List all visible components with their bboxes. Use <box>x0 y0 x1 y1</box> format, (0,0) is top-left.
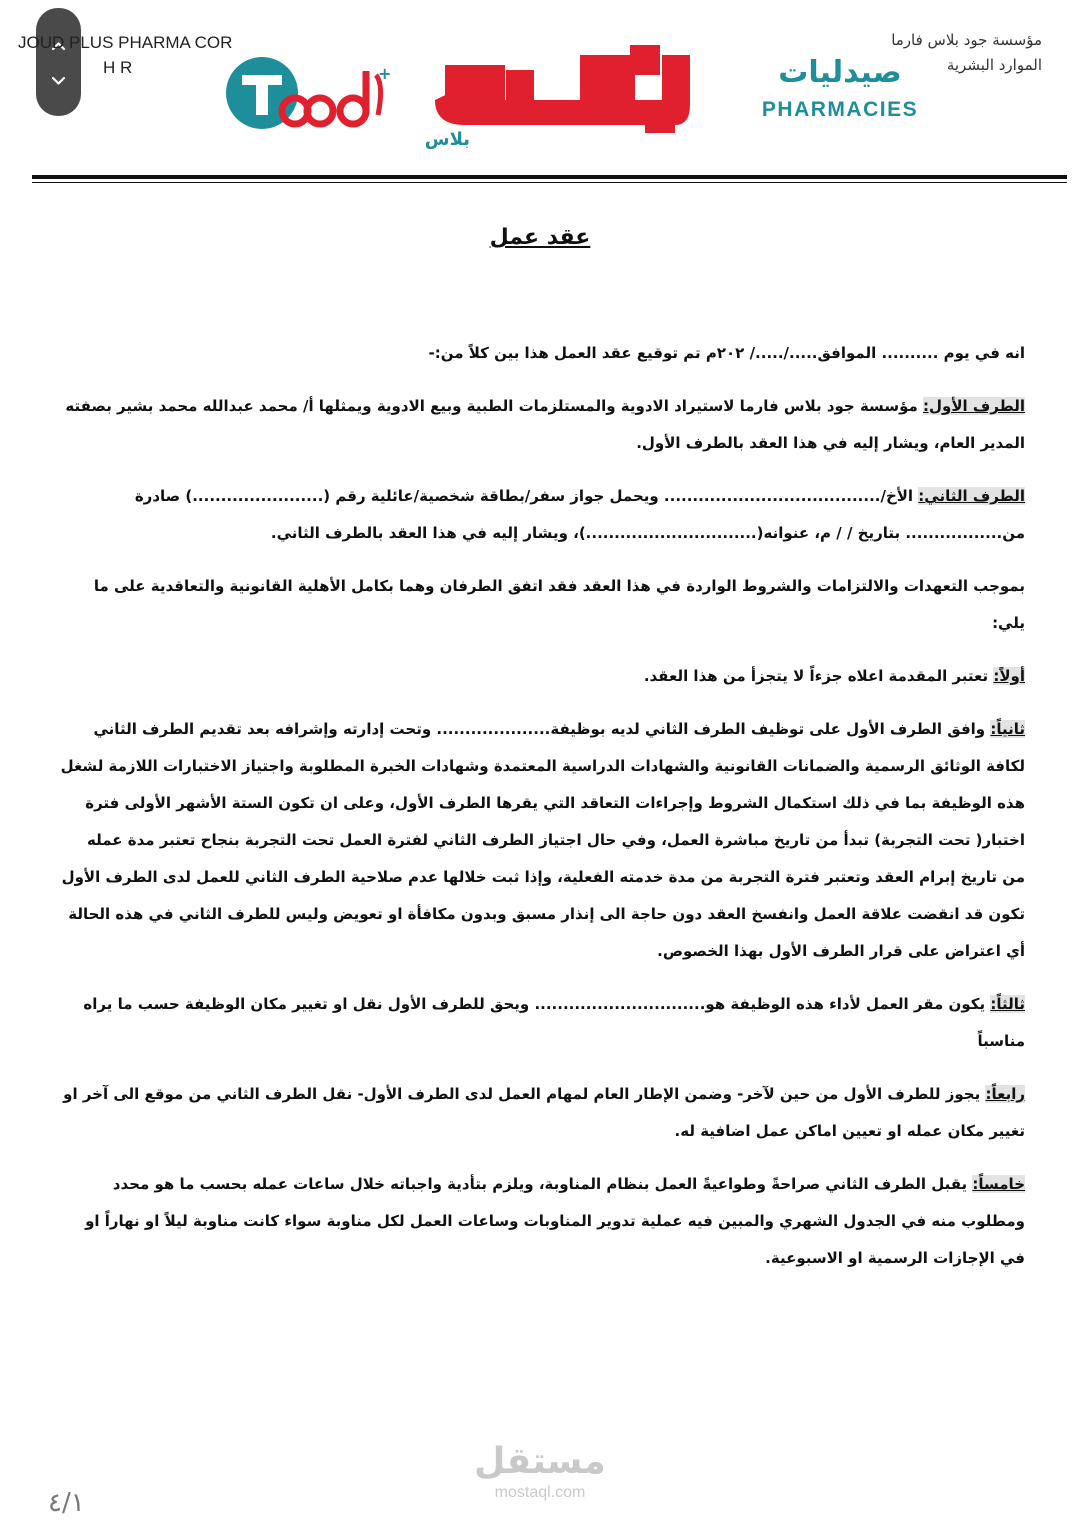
header-divider-thin <box>32 182 1067 183</box>
party-two-label: الطرف الثاني: <box>918 487 1025 505</box>
joud-icon-logo <box>220 45 390 140</box>
pharmacies-logo <box>755 55 925 145</box>
header-divider-thick <box>32 175 1067 179</box>
party-one-label: الطرف الأول: <box>922 397 1025 415</box>
party-two-text: الأخ/...................................... ويحمل جواز سفر/بطاقة شخصية/عائلية رقم (.......................) صادرة من................. بتاريخ / / م، عنوانه(..............................)، ويشار إليه في هذا العقد بالطرف الثاني. <box>134 487 1025 542</box>
clause-4-text: يجوز للطرف الأول من حين لآخر- وضمن الإطار العام لمهام العمل لدى الطرف الأول- نقل الطرف الثاني من موقع الى آخر او تغيير مكان عمله او تعيين اماكن عمل اضافية له. <box>63 1085 1025 1140</box>
contract-body <box>60 335 1025 1293</box>
document-title: عقد عمل <box>489 225 591 250</box>
clause-1-label: أولاً: <box>993 667 1025 685</box>
company-name-en: JOUD PLUS PHARMA COR <box>18 33 233 52</box>
pharmacies-en: PHARMACIES <box>761 98 919 121</box>
agreement-paragraph: بموجب التعهدات والالتزامات والشروط الواردة في هذا العقد فقد اتفق الطرفان وهما بكامل الأهلية القانونية والتعاقدية على ما يلي: <box>93 577 1025 632</box>
clause-4 <box>60 1076 1025 1150</box>
clause-4-label: رابعاً: <box>985 1085 1025 1103</box>
clause-5-label: خامساً: <box>972 1175 1025 1193</box>
clause-1-text: تعتبر المقدمة اعلاه جزءاً لا يتجزأ من هذا العقد. <box>643 667 994 685</box>
clause-3-text: يكون مقر العمل لأداء هذه الوظيفة هو.............................. ويحق للطرف الأول نقل او تغيير مكان الوظيفة حسب ما يراه مناسباً <box>83 995 1025 1050</box>
joud-main-logo <box>424 45 695 150</box>
mostaql-watermark <box>470 1442 610 1507</box>
clause-3-label: ثالثاً: <box>990 995 1025 1013</box>
party-one-text: مؤسسة جود بلاس فارما لاستيراد الادوية والمستلزمات الطبية وبيع الادوية ويمثلها أ/ محمد عبدالله محمد بشير بصفته المدير العام، ويشار إليه في هذا العقد بالطرف الأول. <box>65 397 1025 452</box>
clause-3 <box>60 986 1025 1060</box>
clause-5-text: يقبل الطرف الثاني صراحةً وطواعيةً العمل بنظام المناوبة، ويلزم بتأدية واجباته خلال ساعات عمله بحسب ما هو محدد ومطلوب منه في الجدول الشهري والمبين فيه عملية تدوير المناوبات وساعات العمل لكل مناوبة سواء كانت مناوبة ليلاً او نهاراً او في الإجازات الرسمية او الاسبوعية. <box>85 1175 1025 1267</box>
page-number: ٤/١ <box>48 1488 85 1518</box>
party-one-paragraph <box>60 388 1025 462</box>
logo-sub-text: بلاس <box>424 129 470 150</box>
header-company-en <box>18 30 238 80</box>
pharmacies-ar: صيدليات <box>778 55 902 90</box>
clause-1 <box>60 658 1025 695</box>
clause-2-label: ثانياً: <box>990 720 1025 738</box>
department-ar: الموارد البشرية <box>946 56 1042 74</box>
clause-2 <box>60 711 1025 970</box>
watermark-en: mostaql.com <box>494 1484 586 1501</box>
clause-2-text: وافق الطرف الأول على توظيف الطرف الثاني لديه بوظيفة.................... وتحت إدارته وإشرافه بعد تقديم الطرف الثاني لكافة الوثائق الرسمية والضمانات القانونية والشهادات الدراسية المعتمدة وشهادات الخبرة المطلوبة واجتياز الاختبارات اللازمة لشغل هذه الوظيفة بما في ذلك استكمال الشروط وإجراءات التعاقد التي يقرها الطرف الأول، وعلى ان تكون الستة الأشهر الأولى فترة اختبار( تحت التجربة) تبدأ من تاريخ مباشرة العمل، وفي حال اجتياز الطرف الثاني لفترة العمل تحت التجربة بنجاح تعتبر مدة عمله من تاريخ إبرام العقد وتعتبر فترة التجربة من مدة خدمته الفعلية، وإذا ثبت خلالها عدم صلاحية الطرف الثاني للعمل لدى الطرف الأول تكون قد انقضت علاقة العمل وانفسخ العقد دون حاجة الى إنذار مسبق وبدون مكافأة او تعويض وليس للطرف الثاني في هذه الحالة أي اعتراض على قرار الطرف الأول بهذا الخصوص. <box>60 720 1025 960</box>
department-en: H R <box>103 58 133 77</box>
watermark-ar: مستقل <box>474 1441 606 1482</box>
company-name-ar: مؤسسة جود بلاس فارما <box>891 31 1042 49</box>
intro-paragraph: انه في يوم .......... الموافق...../...../ ٢٠٢م تم توقيع عقد العمل هذا بين كلاً من:- <box>428 344 1025 362</box>
party-two-paragraph <box>60 478 1025 552</box>
svg-text:+: + <box>378 64 392 83</box>
clause-5 <box>60 1166 1025 1277</box>
